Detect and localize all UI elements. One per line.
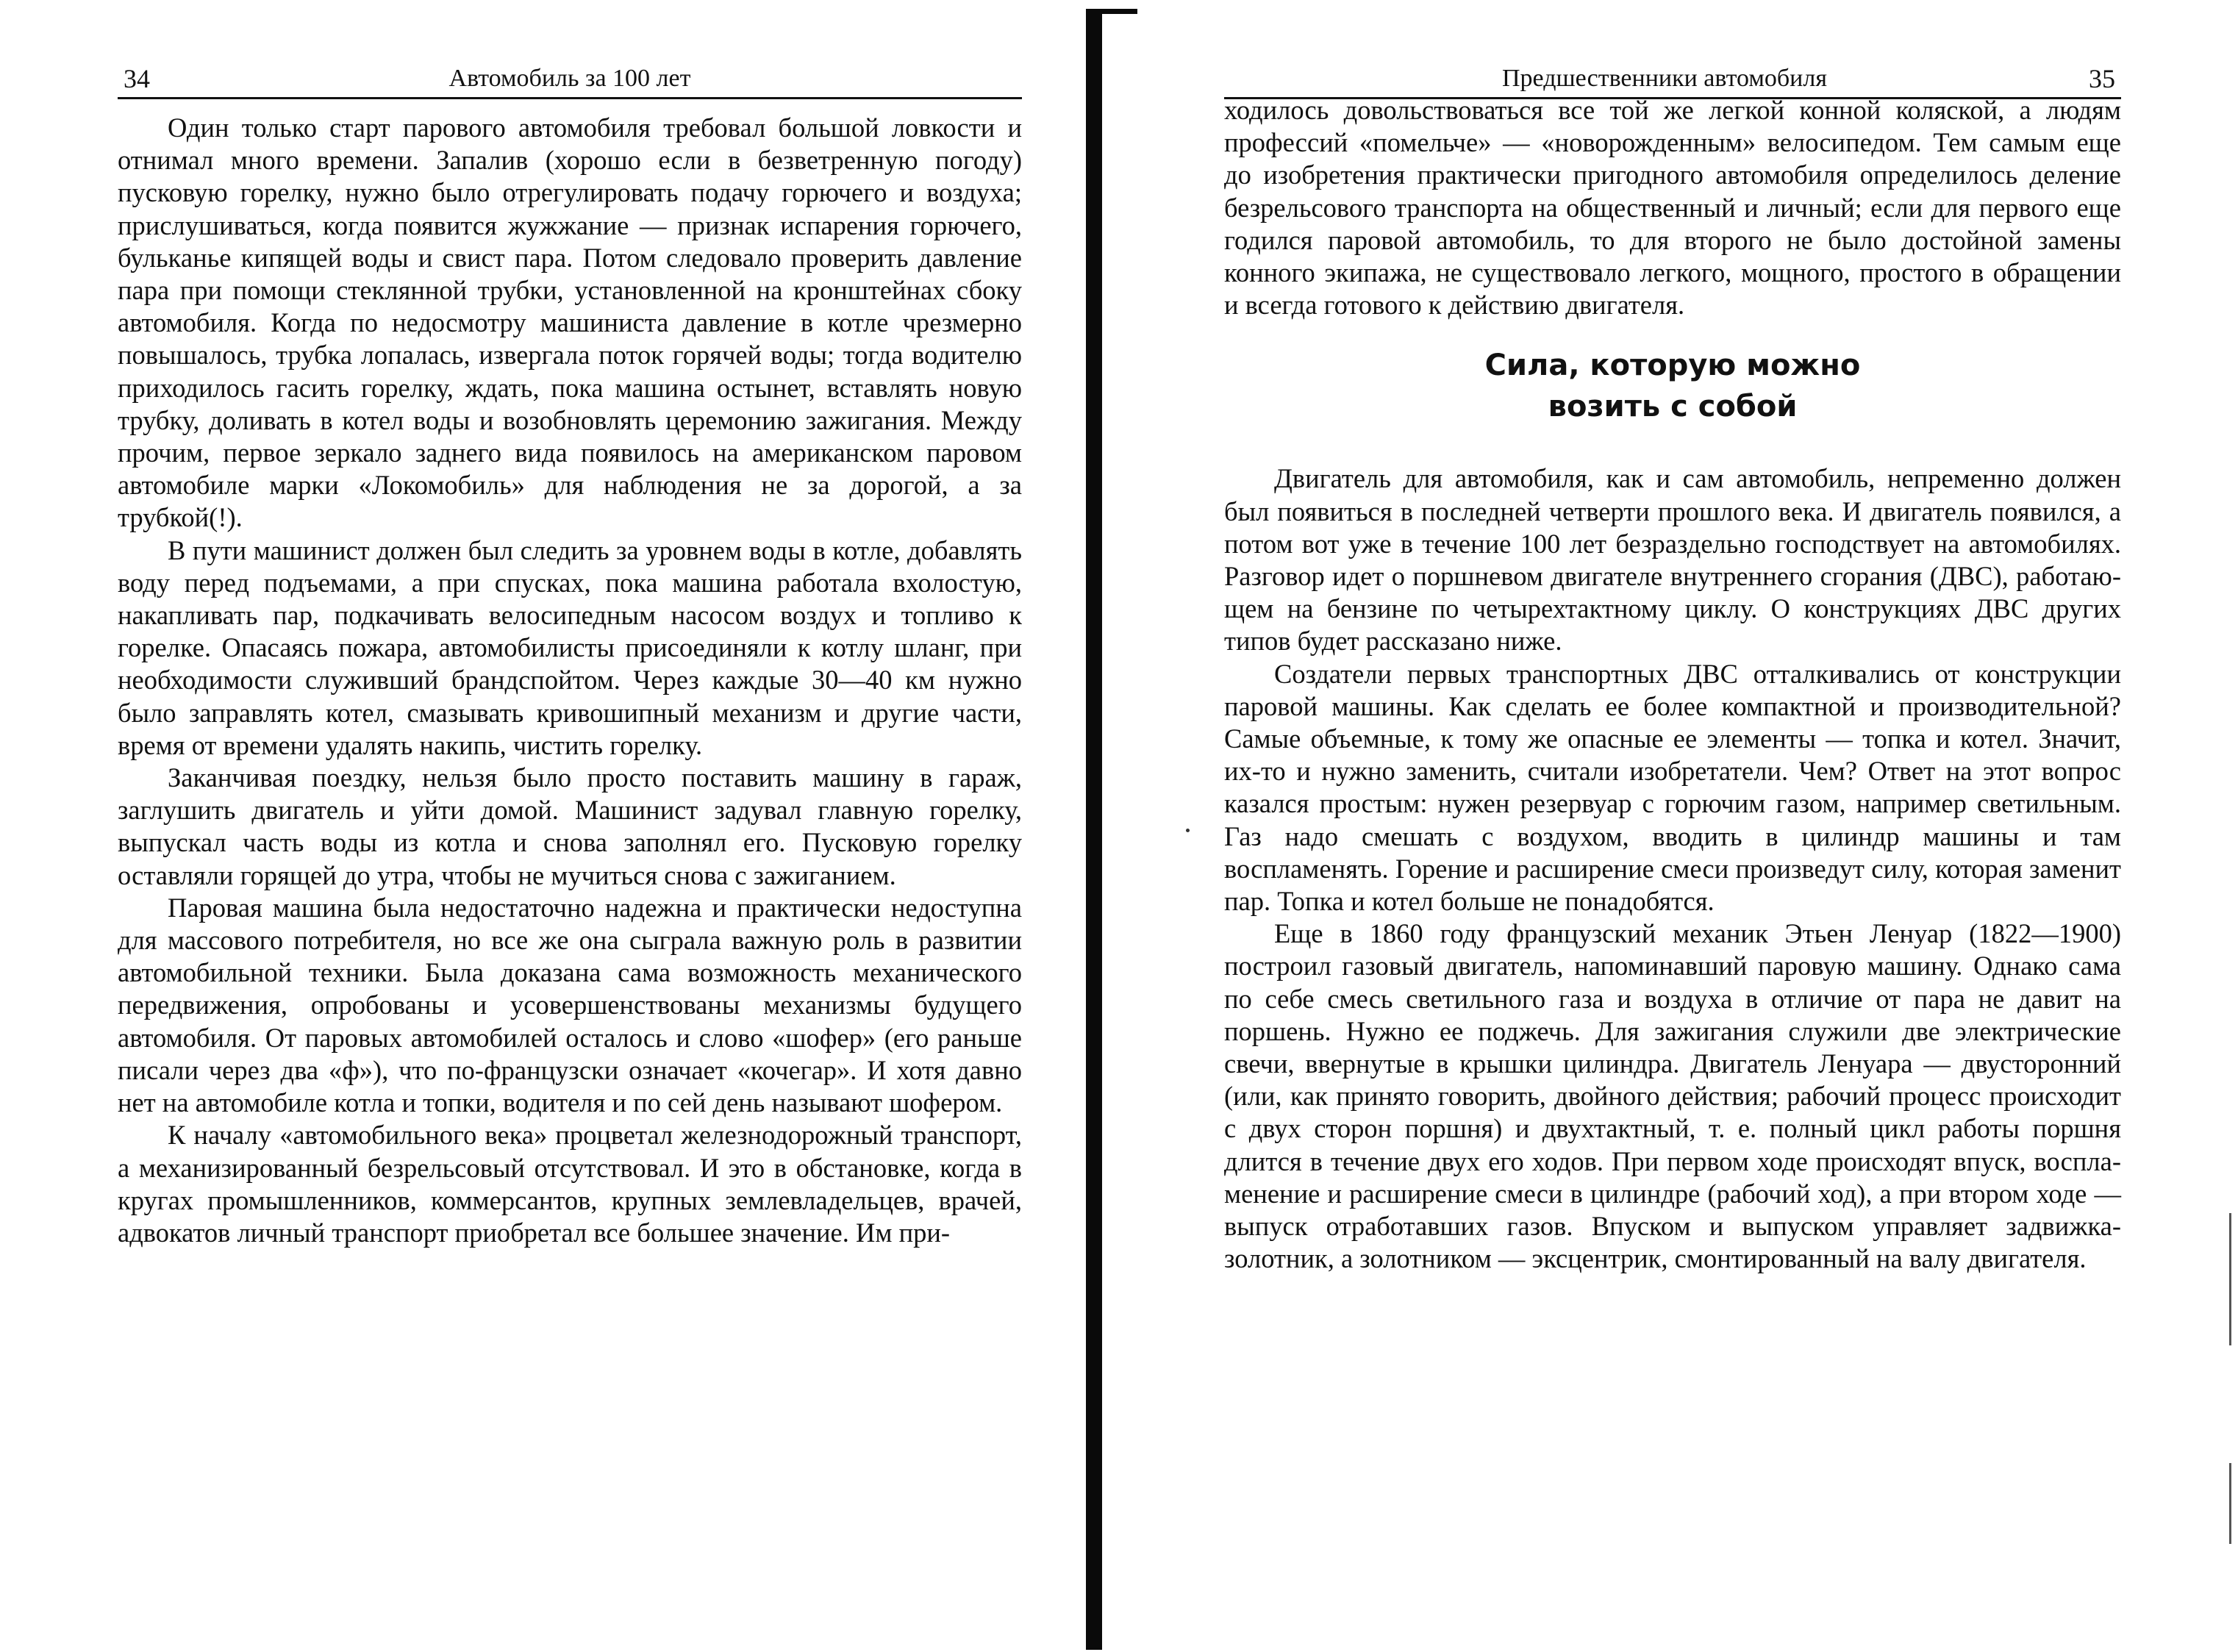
paragraph: Заканчивая поездку, нельзя было просто поставить машину в гараж, заглушить двигатель и уйти домой. Машинист задувал главную горелку, выпускал часть воды из котла и снова заполнял его. Пусковую горелку оставляли горящей до утра, чтобы не мучиться снова с зажиганием. xyxy=(118,762,1022,890)
section-heading-line-2: возить с собой xyxy=(1548,390,1798,424)
scan-edge-mark xyxy=(2229,1213,2231,1345)
left-page xyxy=(118,0,1022,1652)
scan-edge-mark xyxy=(2229,1463,2231,1544)
paragraph: Один только старт парового автомобиля требовал большой ловкости и отнимал много времени. Запалив (хорошо если в безветренную погоду) пусковую горелку, нужно было отрегулировать подачу горючего и воздуха; прислушиваться, когда появится жужжание — признак испарения горючего, бульканье кипящей воды и свист пара. Потом следовало проверить давление пара при помощи стеклянной трубки, установленной на кронштейнах сбоку автомобиля. Когда по недосмотру машиниста давление в котле чрезмерно повышалось, трубка лопалась, извергала поток горячей воды; тогда водителю приходилось гасить горелку, ждать, пока машина остынет, вставлять новую трубку, доливать в котел воды и возобновлять церемонию зажигания. Между прочим, первое зеркало заднего вида появилось на американском паровом автомобиле марки «Локомобиль» для наблюдения не за дорогой, а за трубкой(!). xyxy=(118,112,1022,533)
paragraph: Двигатель для автомобиля, как и сам автомобиль, непременно должен был появиться в последней четверти прошлого века. И двигатель появился, а потом вот уже в течение 100 лет безраздельно господствует на автомобилях. Разговор идет о поршневом двигателе внутреннего сгорания (ДВС), работающем на бензине по четырехтактному циклу. О конструкциях ДВС других типов будет рассказано ниже. xyxy=(1224,463,2121,657)
paragraph: Паровая машина была недостаточно надежна и практически недоступна для массового потребителя, но все же она сыграла важную роль в развитии автомобильной техники. Была доказана сама возможность механического передвижения, опробованы и усовершенствованы механизмы будущего автомобиля. От паровых автомобилей осталось и слово «шофер» (его раньше писали через два «ф»), что по-французски означает «кочегар». И хотя давно нет на автомобиле котла и топки, водителя и по сей день называют шофером. xyxy=(118,892,1022,1118)
left-page-body xyxy=(118,112,1022,1249)
paragraph: К началу «автомобильного века» процветал железнодорожный транспорт, а механизированный безрельсовый отсутствовал. И это в обстановке, когда в кругах промышленников, коммерсантов, крупных землевладельцев, врачей, адвокатов личный транспорт приобретал все большее значение. Им при- xyxy=(118,1120,1022,1248)
section-heading-line-1: Сила, которую можно xyxy=(1484,348,1861,383)
section-heading xyxy=(1224,345,2121,427)
scan-speck xyxy=(1186,829,1190,832)
left-running-title: Автомобиль за 100 лет xyxy=(448,65,691,92)
right-page-body xyxy=(1224,94,2121,1276)
left-running-header xyxy=(118,63,1022,99)
continuation-paragraph: ходилось довольствоваться все той же легкой конной коляской, а людям профессий «помельче» — «новорожденным» велосипедом. Тем самым еще до изобретения практически пригодного автомобиля определилось деление безрельсового транспорта на общественный и личный; если для первого еще годился паровой автомобиль, то для второго не было достойной замены конного экипажа, не существовало легкого, мощного, простого в обращении и всегда готового к действию двигателя. xyxy=(1224,95,2121,321)
paragraph: Еще в 1860 году французский механик Этьен Ленуар (1822—1900) построил газовый двигатель, напоминавший паровую машину. Однако сама по себе смесь светильного газа и воздуха в отличие от пара не давит на поршень. Нужно ее поджечь. Для зажигания служили две электрические свечи, ввернутые в крышки цилиндра. Двигатель Ленуара — двусторонний (или, как принято говорить, двойного действия; рабочий процесс происходит с двух сторон поршня) и двухтактный, т. е. полный цикл работы поршня длится в течение двух его ходов. При первом ходе происходят впуск, воспламенение и расширение смеси в цилиндре (рабочий ход), а при втором ходе — выпуск отработавших газов. Впуском и выпуском управляет задвижка-золотник, а золотником — эксцентрик, смонтированный на валу двигателя. xyxy=(1224,918,2121,1274)
right-page xyxy=(1224,0,2121,1652)
paragraph: В пути машинист должен был следить за уровнем воды в котле, добавлять воду перед подъемами, а при спусках, пока машина работала вхолостую, накапливать пар, подкачивать велосипедным насосом воздух и топливо к горелке. Опасаясь пожара, автомобилисты присоединяли к котлу шланг, при необходимости служивший брандспойтом. Через каждые 30—40 км нужно было заправлять котел, смазывать кривошипный механизм и другие части, время от времени удалять накипь, чистить горелку. xyxy=(118,534,1022,760)
right-page-number: 35 xyxy=(2089,64,2115,93)
paragraph: Создатели первых транспортных ДВС отталкивались от конструкции паровой машины. Как сделать ее более компактной и производительной? Самые объемные, к тому же опасные ее элементы — топка и котел. Значит, их-то и нужно заменить, считали изобретатели. Чем? Ответ на этот вопрос казался простым: нужен резервуар с горючим газом, например светильным. Газ надо смешать с воздухом, вводить в цилиндр машины и там воспламенять. Горение и расширение смеси произведут силу, которая заменит пар. Топка и котел больше не понадобятся. xyxy=(1224,658,2121,917)
left-page-number: 34 xyxy=(124,64,150,93)
right-running-title: Предшественники автомобиля xyxy=(1502,65,1827,92)
binding-shadow xyxy=(1086,13,1102,1650)
